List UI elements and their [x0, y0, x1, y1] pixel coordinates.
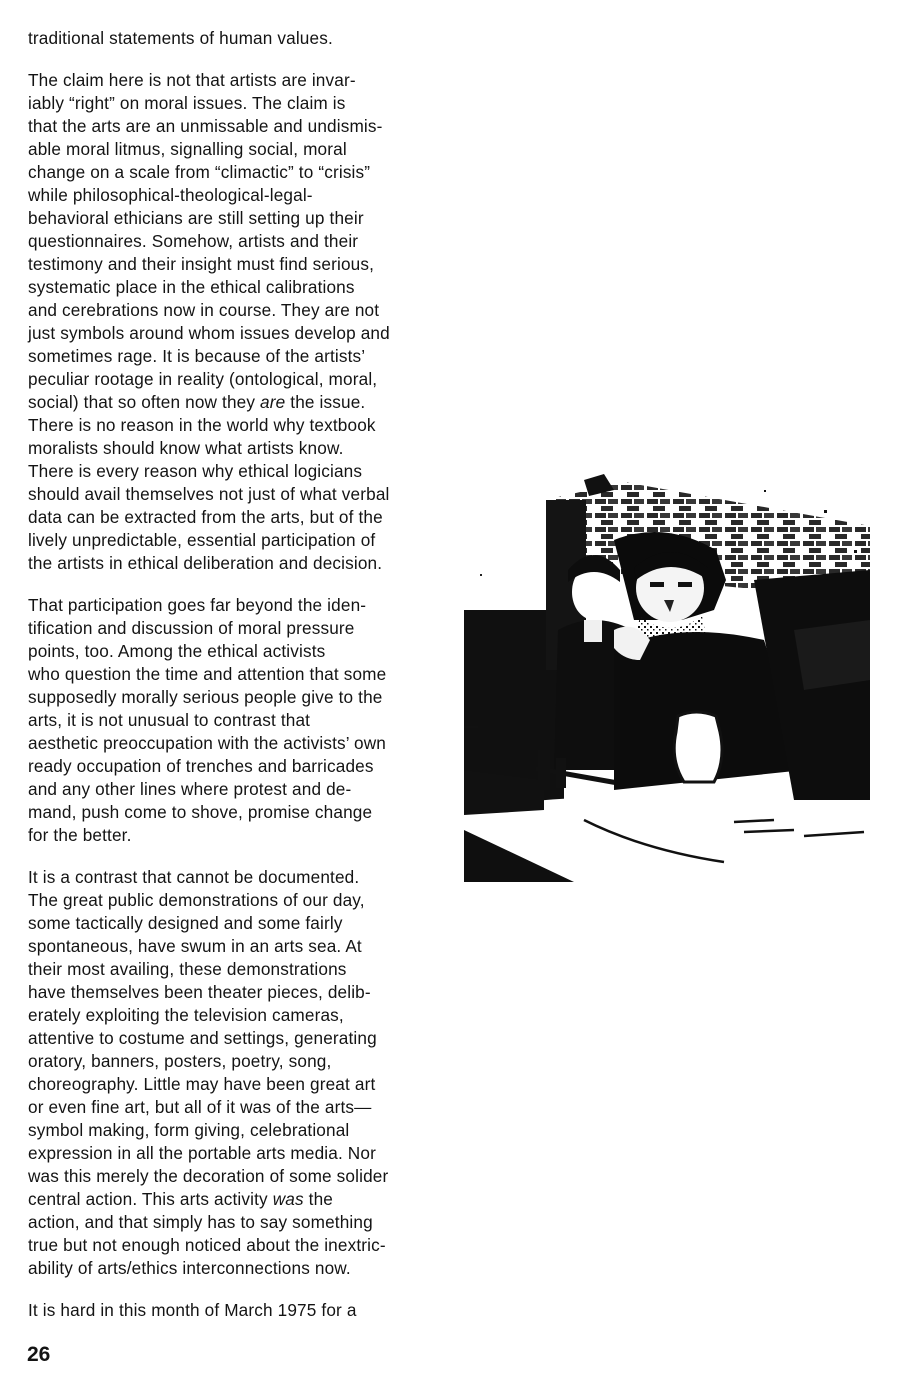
text-line: data can be extracted from the arts, but of the	[28, 507, 383, 527]
emphasis: are	[260, 392, 286, 412]
text-line: arts, it is not unusual to contrast that	[28, 710, 311, 730]
text-line: expression in all the portable arts media. Nor	[28, 1143, 376, 1163]
text-line: ability of arts/ethics interconnections now.	[28, 1258, 351, 1278]
text-line: true but not enough noticed about the inextric-	[28, 1235, 386, 1255]
emphasis: was	[272, 1189, 304, 1209]
text-line: The great public demonstrations of our day,	[28, 890, 365, 910]
paragraph	[28, 594, 438, 847]
text-line: able moral litmus, signalling social, moral	[28, 139, 347, 159]
text-line: behavioral ethicians are still setting up their	[28, 208, 364, 228]
text-line: should avail themselves not just of what verbal	[28, 484, 390, 504]
text-line: attentive to costume and settings, generating	[28, 1028, 377, 1048]
text-line: for the better.	[28, 825, 132, 845]
text-line: sometimes rage. It is because of the artists’	[28, 346, 366, 366]
text-line: choreography. Little may have been great art	[28, 1074, 376, 1094]
text-line: or even fine art, but all of it was of the arts—	[28, 1097, 372, 1117]
paragraph	[28, 69, 438, 575]
text-line: oratory, banners, posters, poetry, song,	[28, 1051, 332, 1071]
text-line: lively unpredictable, essential participation of	[28, 530, 376, 550]
text-line: questionnaires. Somehow, artists and their	[28, 231, 359, 251]
text-line: iably “right” on moral issues. The claim is	[28, 93, 346, 113]
text-line: central action. This arts activity was the	[28, 1189, 333, 1209]
text-line: change on a scale from “climactic” to “crisis”	[28, 162, 371, 182]
body-text-column	[28, 27, 438, 1322]
text-line: and cerebrations now in course. They are not	[28, 300, 380, 320]
paragraph-gap	[28, 1280, 438, 1299]
paragraph-gap	[28, 575, 438, 594]
text-line: It is a contrast that cannot be documented.	[28, 867, 360, 887]
text-line: supposedly morally serious people give to the	[28, 687, 383, 707]
text-line: the artists in ethical deliberation and decision.	[28, 553, 383, 573]
text-line: while philosophical-theological-legal-	[28, 185, 313, 205]
text-line: aesthetic preoccupation with the activists’ own	[28, 733, 386, 753]
text-line: ready occupation of trenches and barricades	[28, 756, 374, 776]
text-line: traditional statements of human values.	[28, 28, 333, 48]
text-line: social) that so often now they are the issue.	[28, 392, 366, 412]
text-line: The claim here is not that artists are invar-	[28, 70, 356, 90]
page-number: 26	[27, 1343, 51, 1366]
text-line: their most availing, these demonstrations	[28, 959, 347, 979]
text-line: moralists should know what artists know.	[28, 438, 344, 458]
text-line: testimony and their insight must find serious,	[28, 254, 375, 274]
text-line: points, too. Among the ethical activists	[28, 641, 326, 661]
text-line: erately exploiting the television cameras,	[28, 1005, 344, 1025]
paragraph	[28, 866, 438, 1280]
text-line: was this merely the decoration of some solider	[28, 1166, 389, 1186]
text-line: systematic place in the ethical calibrations	[28, 277, 355, 297]
text-line: mand, push come to shove, promise change	[28, 802, 373, 822]
paragraph-gap	[28, 847, 438, 866]
paragraph	[28, 1299, 438, 1322]
halftone-photo	[464, 470, 870, 882]
text-line: peculiar rootage in reality (ontological, moral,	[28, 369, 378, 389]
text-line: some tactically designed and some fairly	[28, 913, 343, 933]
text-line: spontaneous, have swum in an arts sea. At	[28, 936, 362, 956]
text-line: who question the time and attention that some	[28, 664, 387, 684]
paragraph-gap	[28, 50, 438, 69]
text-line: tification and discussion of moral pressure	[28, 618, 355, 638]
text-line: There is every reason why ethical logicians	[28, 461, 363, 481]
text-line: There is no reason in the world why textbook	[28, 415, 376, 435]
text-line: That participation goes far beyond the iden-	[28, 595, 367, 615]
text-line: and any other lines where protest and de-	[28, 779, 352, 799]
text-line: just symbols around whom issues develop and	[28, 323, 390, 343]
text-line: action, and that simply has to say something	[28, 1212, 373, 1232]
text-line: symbol making, form giving, celebrational	[28, 1120, 350, 1140]
text-line: have themselves been theater pieces, delib-	[28, 982, 371, 1002]
paragraph	[28, 27, 438, 50]
text-line: that the arts are an unmissable and undismis-	[28, 116, 383, 136]
text-line: It is hard in this month of March 1975 for a	[28, 1300, 357, 1320]
